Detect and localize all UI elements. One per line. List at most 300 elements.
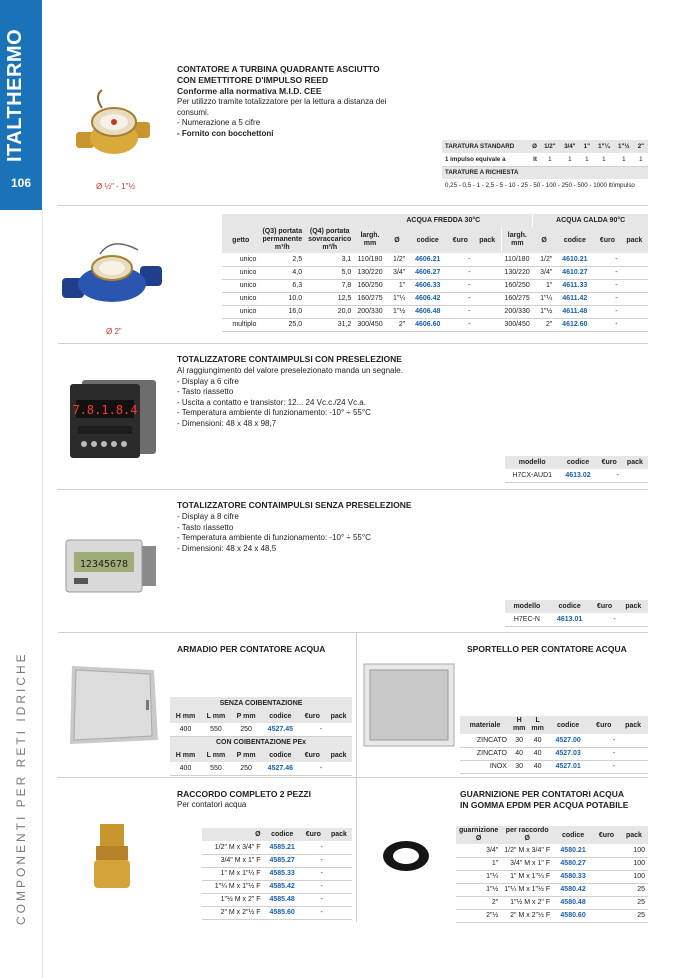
col-q3: (Q3) portata permanente m³/h xyxy=(262,228,303,251)
taratura-table xyxy=(442,140,648,192)
col-pack: pack xyxy=(625,603,642,610)
pack-value xyxy=(326,893,352,906)
size-header: 3/4" xyxy=(564,143,576,150)
pack-value: 25 xyxy=(637,899,645,906)
cabinet-image xyxy=(66,662,162,746)
gasket-dia-value: 2"½ xyxy=(486,912,499,919)
hot-price-value: - xyxy=(615,255,618,263)
dia-value: 1/2" M x 3/4" F xyxy=(214,843,261,851)
col-fitting-dia: per raccordo Ø xyxy=(505,827,549,842)
impulse-value: 1 xyxy=(639,155,643,163)
pack-value xyxy=(474,305,502,318)
table-row xyxy=(202,880,352,893)
desc-line: - Fornito con bocchettoni xyxy=(177,128,274,138)
col-hot-dia: Ø xyxy=(541,236,547,244)
dia-value: 1" xyxy=(398,282,406,289)
col-pack: pack xyxy=(330,713,347,720)
section-divider xyxy=(58,777,648,778)
price-value xyxy=(593,896,620,909)
largh-value: 300/450 xyxy=(357,321,383,328)
largh-value: 110/180 xyxy=(357,255,383,263)
preset-counter-desc xyxy=(177,366,477,429)
product-code: 4585.27 xyxy=(269,857,295,864)
price-value: - xyxy=(468,295,471,302)
table-row xyxy=(222,253,648,266)
l-value: 40 xyxy=(533,736,542,744)
l-value: 40 xyxy=(533,763,542,770)
pack-value xyxy=(325,762,352,775)
desc-line: Per utilizzo tramite totalizzatore per la lettura a distanza dei xyxy=(177,97,387,106)
gasket-table xyxy=(456,826,648,923)
desc-line: - Tasto riassetto xyxy=(177,387,234,396)
preset-counter-table xyxy=(505,456,648,483)
col-euro: €uro xyxy=(304,752,320,759)
col-h: H mm xyxy=(175,713,196,720)
product-code: 4527.46 xyxy=(267,764,293,772)
left-divider xyxy=(42,210,43,978)
p-value: 250 xyxy=(240,725,252,733)
product-code: 4606.42 xyxy=(415,295,441,302)
hot-largh-value: 300/450 xyxy=(504,321,530,328)
title: ARMADIO PER CONTATORE ACQUA xyxy=(177,644,326,654)
col-dia: Ø xyxy=(394,236,400,244)
title-line-1: CONTATORE A TURBINA QUADRANTE ASCIUTTO xyxy=(177,64,380,74)
size-label-1: Ø ½" - 1"½ xyxy=(96,182,136,191)
price-value: - xyxy=(468,255,471,263)
section-divider xyxy=(58,489,648,490)
title-line-2: IN GOMMA EPDM PER ACQUA POTABILE xyxy=(460,800,629,810)
desc-line: - Uscita a contatto e transistor: 12... 24 Vc.c./24 Vc.a. xyxy=(177,397,366,407)
table-row xyxy=(202,867,352,880)
title: TOTALIZZATORE CONTAIMPULSI CON PRESELEZIONE xyxy=(177,354,402,364)
col-codice: codice xyxy=(566,459,590,466)
table-row xyxy=(202,906,352,919)
p-value: 250 xyxy=(240,764,252,772)
hot-pack-value xyxy=(621,279,648,292)
size-header: 2" xyxy=(637,143,645,150)
table-row xyxy=(222,266,648,279)
fitting-dia-value: 1" M x 1"¼ F xyxy=(510,873,551,880)
product-code: 4606.48 xyxy=(415,308,441,315)
hot-largh-value: 130/220 xyxy=(504,269,530,276)
meter-table xyxy=(222,214,648,332)
q3-value: 10,0 xyxy=(288,295,303,302)
h-value: 30 xyxy=(515,763,524,770)
section-divider xyxy=(58,632,648,633)
l-value: 550 xyxy=(210,725,222,733)
product-code: 4580.42 xyxy=(560,886,586,893)
table-row xyxy=(222,292,648,305)
impulse-value: 1 xyxy=(568,155,572,163)
fitting-image xyxy=(90,822,134,894)
hot-dia-value: 3/4" xyxy=(540,269,553,276)
brand-name: ITALTHERMO xyxy=(4,28,26,162)
price-value: - xyxy=(612,763,616,770)
preset-counter-heading xyxy=(177,354,477,365)
hot-water-header: ACQUA CALDA 90°C xyxy=(533,214,648,227)
fitting-table xyxy=(202,828,352,920)
product-code: 4580.48 xyxy=(560,899,586,906)
col-p: P mm xyxy=(236,713,256,720)
hot-pack-value xyxy=(621,305,648,318)
gasket-dia-value: 2" xyxy=(491,899,499,906)
hot-pack-value xyxy=(621,253,648,266)
pack-value xyxy=(474,253,502,266)
h-value: 40 xyxy=(515,750,524,757)
pack-value xyxy=(326,867,352,880)
gasket-dia-value: 3/4" xyxy=(486,846,499,854)
col-l: L mm xyxy=(206,752,226,759)
table-row xyxy=(222,279,648,292)
dia-value: 1"½ xyxy=(393,308,406,315)
hot-pack-value xyxy=(621,318,648,331)
pack-value xyxy=(618,734,648,747)
material-value: INOX xyxy=(489,763,507,770)
dia-value: 1"½ M x 2" F xyxy=(220,896,261,903)
product-code: 4527.01 xyxy=(555,763,581,770)
size-header: 1"¼ xyxy=(598,143,610,150)
size-label-2: Ø 2" xyxy=(106,327,122,336)
preset-counter-image xyxy=(68,378,158,460)
getto-value: unico xyxy=(239,308,257,315)
pack-value xyxy=(618,760,648,773)
desc-line: - Numerazione a 5 cifre xyxy=(177,118,261,127)
col-euro: €uro xyxy=(452,236,468,244)
material-value: ZINCATO xyxy=(476,750,507,757)
h-value: 400 xyxy=(179,725,192,733)
pack-value: 100 xyxy=(633,873,645,880)
gasket-dia-value: 1"½ xyxy=(486,886,499,893)
desc-line: - Tasto riassetto xyxy=(177,522,234,532)
col-modello: modello xyxy=(513,603,541,610)
dia-value: 2" M x 2"½ F xyxy=(220,909,261,916)
dia-value: 1/2" xyxy=(393,255,406,263)
cabinet-table xyxy=(170,697,352,776)
page-number: 106 xyxy=(10,176,32,190)
table-row xyxy=(456,896,648,909)
largh-value: 130/220 xyxy=(357,269,383,276)
price-value: - xyxy=(616,471,619,479)
q3-value: 2,5 xyxy=(292,255,303,263)
h-value: 30 xyxy=(515,736,524,744)
table-row xyxy=(222,318,648,331)
col-hot-pack: pack xyxy=(626,236,643,244)
col-euro: €uro xyxy=(304,713,320,720)
hot-product-code: 4612.60 xyxy=(562,321,588,328)
q4-value: 12,5 xyxy=(337,295,352,302)
hot-product-code: 4611.48 xyxy=(562,308,588,315)
title-line-3: Conforme alla normativa M.I.D. CEE xyxy=(177,86,322,96)
hot-largh-value: 110/180 xyxy=(504,255,530,263)
desc-line: - Temperatura ambiente di funzionamento: -10° ÷ 55°C xyxy=(177,408,371,417)
pack-value xyxy=(326,880,352,893)
product-code: 4613.02 xyxy=(565,471,591,479)
h-value: 400 xyxy=(179,764,192,772)
gasket-heading xyxy=(460,789,648,811)
cold-water-header: ACQUA FREDDA 30°C xyxy=(406,217,481,224)
gasket-dia-value: 1" xyxy=(491,860,499,867)
pack-value xyxy=(326,906,352,919)
hot-dia-value: 2" xyxy=(545,321,553,328)
table-row xyxy=(456,844,648,857)
hot-dia-value: 1"½ xyxy=(540,308,553,315)
pack-value: 100 xyxy=(633,846,645,854)
col-dia: Ø xyxy=(255,831,261,838)
counter-desc xyxy=(177,512,477,554)
meter-door-table xyxy=(460,716,648,774)
preset-display: 7.8.1.8.4 xyxy=(72,403,138,417)
getto-value: unico xyxy=(239,295,257,302)
col-pack: pack xyxy=(330,752,347,759)
col-hot-codice: codice xyxy=(563,236,586,244)
col-q4: (Q4) portata sovraccarico m³/h xyxy=(308,228,352,251)
table-row xyxy=(456,909,648,922)
getto-value: unico xyxy=(239,255,257,263)
col-euro: €uro xyxy=(601,459,617,466)
category-label: COMPONENTI PER RETI IDRICHE xyxy=(14,651,28,925)
pack-value xyxy=(622,469,648,482)
pack-value: 25 xyxy=(637,886,645,893)
taratura-req-values: 0,25 - 0,5 - 1 - 2,5 - 5 - 10 - 25 - 50 - 100 - 250 - 500 - 1000 lt/impulso xyxy=(445,182,635,189)
fitting-dia-value: 3/4" M x 1" F xyxy=(510,860,551,867)
fitting-dia-value: 1"¼ M x 1"½ F xyxy=(504,886,551,893)
price-value xyxy=(593,857,620,870)
q3-value: 4,0 xyxy=(292,269,303,276)
product-code: 4527.03 xyxy=(555,750,581,757)
q3-value: 25,0 xyxy=(288,321,303,328)
hot-product-code: 4611.33 xyxy=(562,282,588,289)
size-header: 1/2" xyxy=(544,143,556,150)
col-pack: pack xyxy=(625,721,642,729)
desc-line: - Dimensioni: 48 x 24 x 48,5 xyxy=(177,543,277,553)
table-row xyxy=(456,883,648,896)
fitting-heading xyxy=(177,789,347,811)
turbine-meter-desc xyxy=(177,97,392,139)
table-row xyxy=(222,305,648,318)
col-codice: codice xyxy=(269,752,292,759)
taratura-req-label: TARATURE A RICHIESTA xyxy=(445,169,519,177)
dia-value: 3/4" xyxy=(393,269,406,276)
product-code: 4606.21 xyxy=(415,255,441,263)
price-value: - xyxy=(320,896,323,903)
impulse-value: 1 xyxy=(585,155,589,163)
price-value: - xyxy=(468,308,471,315)
col-euro: €uro xyxy=(598,831,615,839)
size-header: 1" xyxy=(583,143,591,150)
hot-price-value: - xyxy=(615,282,618,289)
product-code: 4585.33 xyxy=(269,870,295,877)
pack-value: 25 xyxy=(637,912,645,919)
hot-price-value: - xyxy=(615,308,618,315)
getto-value: unico xyxy=(239,282,257,289)
hot-product-code: 4610.21 xyxy=(562,255,588,263)
pack-value xyxy=(474,292,502,305)
subheader-insulation: CON COIBENTAZIONE PEx xyxy=(215,739,307,747)
impulse-unit: lt xyxy=(533,155,537,163)
title-line-2: CON EMETTITORE D'IMPULSO REED xyxy=(177,75,329,85)
col-euro: €uro xyxy=(597,603,613,610)
product-code: 4580.33 xyxy=(560,873,586,880)
gasket-dia-value: 1"¼ xyxy=(486,873,499,880)
col-pack: pack xyxy=(479,236,496,244)
hot-price-value: - xyxy=(615,321,618,328)
pack-value xyxy=(326,841,352,854)
col-hot-largh: largh. mm xyxy=(501,227,532,253)
impulse-value: 1 xyxy=(548,155,552,163)
product-code: 4527.00 xyxy=(555,736,581,744)
q4-value: 3,1 xyxy=(341,255,352,263)
product-code: 4613.01 xyxy=(556,615,583,623)
col-pack: pack xyxy=(626,831,642,839)
col-p: P mm xyxy=(236,752,256,759)
impulse-value: 1 xyxy=(602,155,606,163)
price-value: - xyxy=(320,857,323,864)
col-codice: codice xyxy=(269,713,292,720)
hot-largh-value: 200/330 xyxy=(504,308,530,315)
col-modello: modello xyxy=(518,459,546,466)
modello-value: H7CX-AUD1 xyxy=(512,471,553,479)
price-value: - xyxy=(320,843,323,851)
pack-value: 100 xyxy=(633,860,645,867)
largh-value: 160/275 xyxy=(357,295,383,302)
l-value: 550 xyxy=(210,764,222,772)
size-header: 1"½ xyxy=(618,143,630,150)
hot-largh-value: 160/250 xyxy=(504,282,530,289)
table-row xyxy=(202,893,352,906)
counter-table xyxy=(505,600,648,627)
title-line-1: GUARNIZIONE PER CONTATORI ACQUA xyxy=(460,789,625,799)
subheader-no-insulation: SENZA COIBENTAZIONE xyxy=(219,700,303,707)
title: TOTALIZZATORE CONTAIMPULSI SENZA PRESELEZIONE xyxy=(177,500,412,510)
hot-price-value: - xyxy=(615,295,618,302)
dia-value: 1"¼ xyxy=(393,295,406,302)
l-value: 40 xyxy=(533,750,542,757)
col-getto: getto xyxy=(232,236,250,244)
col-euro: €uro xyxy=(305,831,321,838)
q4-value: 7,8 xyxy=(341,282,352,289)
desc-line: consumi. xyxy=(177,107,210,117)
product-code: 4606.27 xyxy=(415,269,441,276)
pack-value xyxy=(326,854,352,867)
pack-value xyxy=(474,279,502,292)
col-largh: largh. mm xyxy=(360,232,380,247)
hot-dia-value: 1" xyxy=(545,282,553,289)
hot-product-code: 4611.42 xyxy=(562,295,588,302)
q4-value: 31,2 xyxy=(337,321,352,328)
product-code: 4585.21 xyxy=(269,843,295,851)
desc-line: Al raggiungimento del valore preselezionato manda un segnale. xyxy=(177,366,403,375)
price-value: - xyxy=(319,725,323,733)
fitting-dia-value: 1/2" M x 3/4" F xyxy=(504,846,551,854)
impulse-label: 1 impulso equivale a xyxy=(445,155,506,163)
col-codice: codice xyxy=(558,603,581,610)
largh-value: 200/330 xyxy=(357,308,383,315)
title: RACCORDO COMPLETO 2 PEZZI xyxy=(177,789,311,799)
product-code: 4580.60 xyxy=(560,912,586,919)
section-divider xyxy=(58,205,648,206)
table-row xyxy=(202,841,352,854)
price-value xyxy=(593,909,620,922)
product-code: 4527.45 xyxy=(267,725,293,733)
hot-price-value: - xyxy=(615,269,618,276)
col-l: L mm xyxy=(531,717,544,732)
q4-value: 20,0 xyxy=(337,308,352,315)
col-codice: codice xyxy=(416,236,439,244)
turbine-meter-image xyxy=(72,88,154,170)
price-value: - xyxy=(613,615,616,623)
fitting-dia-value: 2" M x 2"½ F xyxy=(510,912,551,919)
size-header: Ø xyxy=(532,143,537,150)
price-value: - xyxy=(320,883,323,890)
price-value xyxy=(593,844,620,857)
price-value: - xyxy=(612,750,616,757)
turbine-meter-heading xyxy=(177,64,397,97)
product-code: 4585.60 xyxy=(269,909,295,916)
price-value: - xyxy=(320,870,323,877)
pack-value xyxy=(618,747,648,760)
counter-display: 12345678 xyxy=(79,559,129,570)
product-code: 4585.48 xyxy=(269,896,295,903)
cabinet-heading xyxy=(177,644,347,655)
col-gasket-dia: guarnizione Ø xyxy=(459,827,499,842)
fitting-dia-value: 1"½ M x 2" F xyxy=(510,899,551,906)
product-code: 4606.33 xyxy=(415,282,441,289)
price-value xyxy=(593,883,620,896)
product-code: 4585.42 xyxy=(269,883,295,890)
pack-value xyxy=(325,723,352,736)
impulse-value: 1 xyxy=(622,155,626,163)
dia-value: 3/4" M x 1" F xyxy=(220,857,261,864)
col-l: L mm xyxy=(206,713,226,720)
hot-dia-value: 1"¼ xyxy=(540,295,553,302)
col-euro: €uro xyxy=(596,721,612,729)
table-row xyxy=(202,854,352,867)
price-value: - xyxy=(468,282,471,289)
gasket-image xyxy=(380,838,432,874)
hot-product-code: 4610.27 xyxy=(562,269,588,276)
desc-line: - Display a 6 cifre xyxy=(177,376,239,386)
meter-door-heading xyxy=(467,644,647,655)
material-value: ZINCATO xyxy=(476,736,507,744)
col-materiale: materiale xyxy=(469,721,501,729)
col-pack: pack xyxy=(330,831,347,838)
hot-pack-value xyxy=(621,292,648,305)
pack-value xyxy=(619,613,648,626)
desc-line: - Display a 8 cifre xyxy=(177,512,239,521)
q3-value: 16,0 xyxy=(288,308,303,315)
water-meter-image xyxy=(60,240,164,312)
price-value: - xyxy=(612,736,616,744)
col-codice: codice xyxy=(557,721,580,729)
col-hot-euro: €uro xyxy=(599,236,616,244)
largh-value: 160/250 xyxy=(357,282,383,289)
dia-value: 2" xyxy=(398,321,406,328)
table-row xyxy=(456,857,648,870)
col-pack: pack xyxy=(626,459,643,466)
price-value: - xyxy=(468,269,471,276)
price-value xyxy=(593,870,620,883)
desc-line: - Dimensioni: 48 x 48 x 98,7 xyxy=(177,418,277,428)
product-code: 4580.27 xyxy=(560,860,586,867)
product-code: 4606.60 xyxy=(415,321,441,328)
pack-value xyxy=(474,318,502,331)
hot-pack-value xyxy=(621,266,648,279)
taratura-std-label: TARATURA STANDARD xyxy=(445,143,515,150)
pack-value xyxy=(474,266,502,279)
col-h: H mm xyxy=(512,717,526,732)
title: SPORTELLO PER CONTATORE ACQUA xyxy=(467,644,627,654)
section-divider xyxy=(58,343,648,344)
